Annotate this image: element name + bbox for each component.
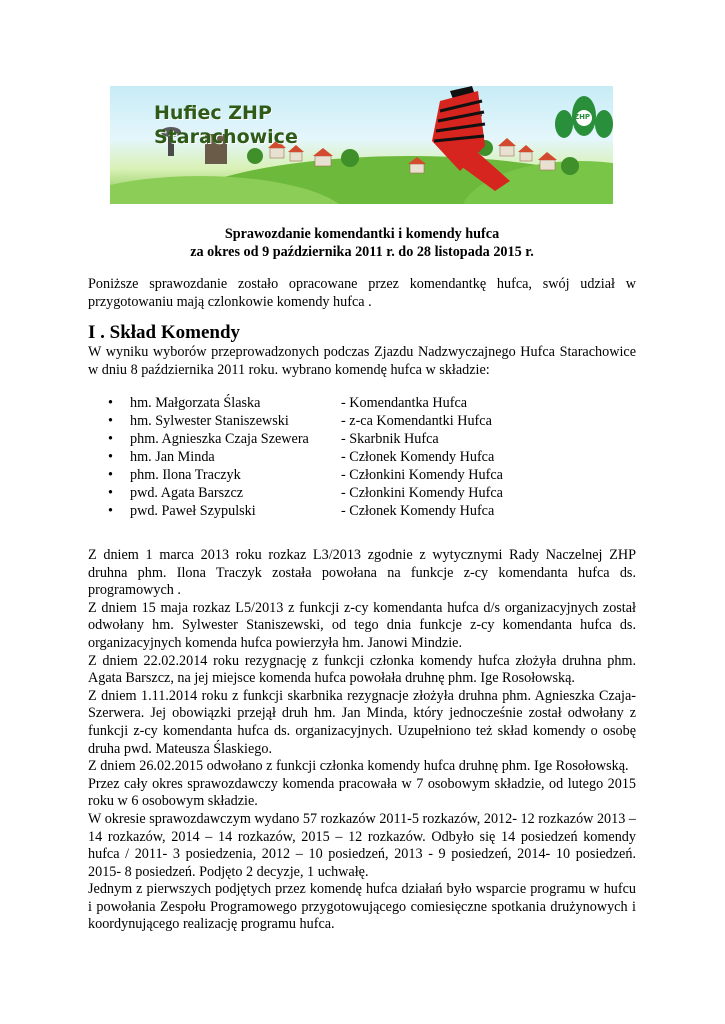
list-item — [88, 412, 636, 430]
list-item — [88, 484, 636, 502]
section-heading: I . Skład Komendy — [88, 322, 241, 343]
member-name: pwd. Agata Barszcz — [130, 485, 244, 501]
bullet-icon: • — [108, 503, 113, 519]
header-banner — [110, 86, 613, 204]
member-name: phm. Agnieszka Czaja Szewera — [130, 431, 309, 447]
body-paragraph: Z dniem 22.02.2014 roku rezygnację z funkcji członka komendy hufca złożyła druhna phm. Agata Barszcz, na jej miejsce komenda hufca powołała druhnę phm. Ige Rosołowską. — [88, 652, 636, 687]
list-item — [88, 430, 636, 448]
body-text — [88, 547, 636, 934]
member-name: pwd. Paweł Szypulski — [130, 503, 256, 519]
member-role: - Członek Komendy Hufca — [341, 503, 495, 519]
members-list — [88, 394, 636, 520]
member-role: - Skarbnik Hufca — [341, 431, 439, 447]
body-paragraph: W okresie sprawozdawczym wydano 57 rozkazów 2011-5 rozkazów, 2012- 12 rozkazów 2013 – 14 rozkazów, 2014 – 14 rozkazów, 2015 – 12 rozkazów. Odbyło się 14 posiedzeń komendy hufca / 2011- 3 posiedzenia, 2012 – 10 posiedzeń, 2013 - 9 posiedzeń, 2014- 10 posiedzeń. 2015- 8 posiedzeń. Podjęto 2 decyzje, 1 uchwałę. — [88, 810, 636, 880]
banner-title-line2: Starachowice — [154, 126, 298, 148]
banner-title-line1: Hufiec ZHP — [154, 102, 272, 124]
banner-title — [154, 101, 298, 149]
list-item — [88, 502, 636, 520]
bullet-icon: • — [108, 431, 113, 447]
document-title-line2: za okres od 9 października 2011 r. do 28 listopada 2015 r. — [190, 243, 534, 260]
document-title — [88, 226, 636, 261]
body-paragraph: Jednym z pierwszych podjętych przez komendę hufca działań było wsparcie programu w hufcu i powołania Zespołu Programowego przygotowującego comiesięczne spotkania drużynowych i koordynującego realizację programu hufca. — [88, 881, 636, 933]
member-name: hm. Małgorzata Ślaska — [130, 395, 261, 411]
intro-paragraph: Poniższe sprawozdanie zostało opracowane przez komendantkę hufca, swój udział w przygotowaniu mają czlonkowie komendy hufca . — [88, 276, 636, 310]
bullet-icon: • — [108, 485, 113, 501]
member-name: hm. Jan Minda — [130, 449, 215, 465]
member-name: phm. Ilona Traczyk — [130, 467, 241, 483]
member-role: - Członkini Komendy Hufca — [341, 485, 503, 501]
list-item — [88, 448, 636, 466]
member-role: - Członkini Komendy Hufca — [341, 467, 503, 483]
bullet-icon: • — [108, 413, 113, 429]
list-item — [88, 394, 636, 412]
member-role: - Komendantka Hufca — [341, 395, 468, 411]
member-role: - Członek Komendy Hufca — [341, 449, 495, 465]
body-paragraph: Z dniem 15 maja rozkaz L5/2013 z funkcji z-cy komendanta hufca d/s organizacyjnych został odwołany hm. Sylwester Staniszewski, od tego dnia funkcje z-cy komendanta hufca ds. organizacyjnych komenda hufca powierzyła hm. Janowi Mindzie. — [88, 599, 636, 651]
document-title-line1: Sprawozdanie komendantki i komendy hufca — [224, 226, 500, 242]
bullet-icon: • — [108, 467, 113, 483]
bullet-icon: • — [108, 449, 113, 465]
body-paragraph: Przez cały okres sprawozdawczy komenda pracowała w 7 osobowym składzie, od lutego 2015 roku w 6 osobowym składzie. — [88, 775, 636, 810]
section-intro: W wyniku wyborów przeprowadzonych podczas Zjazdu Nadzwyczajnego Hufca Starachowice w dniu 8 października 2011 roku. wybrano komendę hufca w składzie: — [88, 344, 636, 378]
member-name: hm. Sylwester Staniszewski — [130, 413, 289, 429]
body-paragraph: Z dniem 1 marca 2013 roku rozkaz L3/2013 zgodnie z wytycznymi Rady Naczelnej ZHP druhna phm. Ilona Traczyk została powołana na funkcje z-cy komendanta hufca ds. programowych . — [88, 547, 636, 599]
body-paragraph: Z dniem 1.11.2014 roku z funkcji skarbnika rezygnacje złożyła druhna phm. Agnieszka Czaja-Szerwera. Jej obowiązki przejął druh hm. Jan Minda, który jednocześnie został odwołany z funkcji z-cy komendanta hufca ds. organizacyjnych. Uzupełniono też skład komendy o osobę druha pwd. Mateusza Ślaskiego. — [88, 687, 636, 757]
body-paragraph: Z dniem 26.02.2015 odwołano z funkcji członka komendy hufca druhnę phm. Ige Rosołowską. — [88, 758, 629, 775]
zhp-logo: ZHP — [574, 113, 591, 121]
bullet-icon: • — [108, 395, 113, 411]
list-item — [88, 466, 636, 484]
member-role: - z-ca Komendantki Hufca — [341, 413, 492, 429]
